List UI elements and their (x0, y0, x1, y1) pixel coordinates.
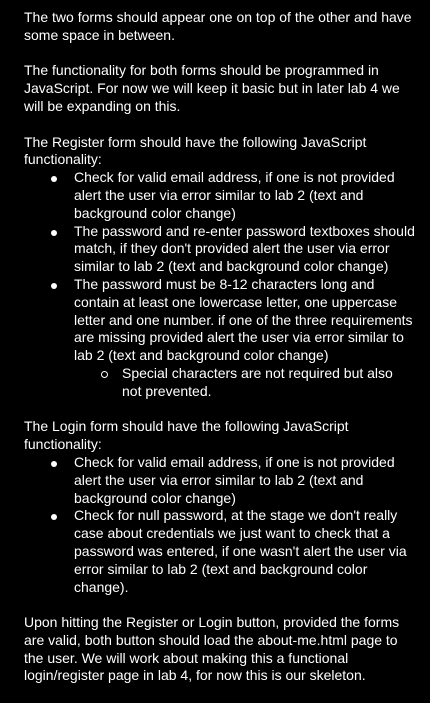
register-heading: The Register form should have the following JavaScript functionality: (24, 133, 367, 168)
list-item (24, 276, 416, 401)
bullet-icon (51, 461, 57, 467)
bullet-icon (51, 176, 57, 182)
sub-list-item (74, 365, 416, 401)
document-page (24, 9, 416, 703)
list-item (24, 507, 416, 596)
list-item (24, 169, 416, 222)
spacer (24, 401, 416, 419)
list-item (24, 454, 416, 507)
bullet-icon (51, 283, 57, 289)
login-list (24, 454, 416, 596)
register-list (24, 169, 416, 400)
functionality-paragraph: The functionality for both forms should be programmed in JavaScript. For now we will keep it basic but in later lab 4 we will be expanding on this. (24, 62, 400, 114)
register-sublist (74, 365, 416, 401)
closing-paragraph: Upon hitting the Register or Login button, provided the forms are valid, both button should load the about-me.html page to the user. We will work about making this a functional login/register page in lab 4, for now this is our skeleton. (24, 614, 400, 684)
list-item-text: Check for valid email address, if one is not provided alert the user via error similar to lab 2 (text and background color change) (74, 169, 395, 221)
list-item-text: The password and re-enter password textboxes should match, if they don't provided alert the user via error similar to lab 2 (text and background color change) (74, 222, 415, 275)
intro-paragraph: The two forms should appear one on top of the other and have some space in between. (24, 9, 412, 43)
login-heading: The Login form should have the following JavaScript functionality: (24, 418, 349, 453)
spacer (24, 596, 416, 614)
hollow-bullet-icon (101, 371, 108, 378)
list-item-text: Check for null password, at the stage we don't really case about credentials we just want to check that a password was entered, if one wasn't alert the user via error similar to lab 2 (text and background color change). (74, 507, 407, 595)
bullet-icon (51, 514, 57, 520)
sub-list-item-text: Special characters are not required but also not prevented. (122, 364, 393, 399)
list-item (24, 223, 416, 276)
list-item-text: The password must be 8-12 characters long and contain at least one lowercase letter, one uppercase letter and one number. if one of the three requirements are missing provided alert the user via error similar to lab 2 (text and background color change) (74, 275, 413, 364)
list-item-text: Check for valid email address, if one is not provided alert the user via error similar to lab 2 (text and background color change) (74, 453, 395, 506)
bullet-icon (51, 230, 57, 236)
